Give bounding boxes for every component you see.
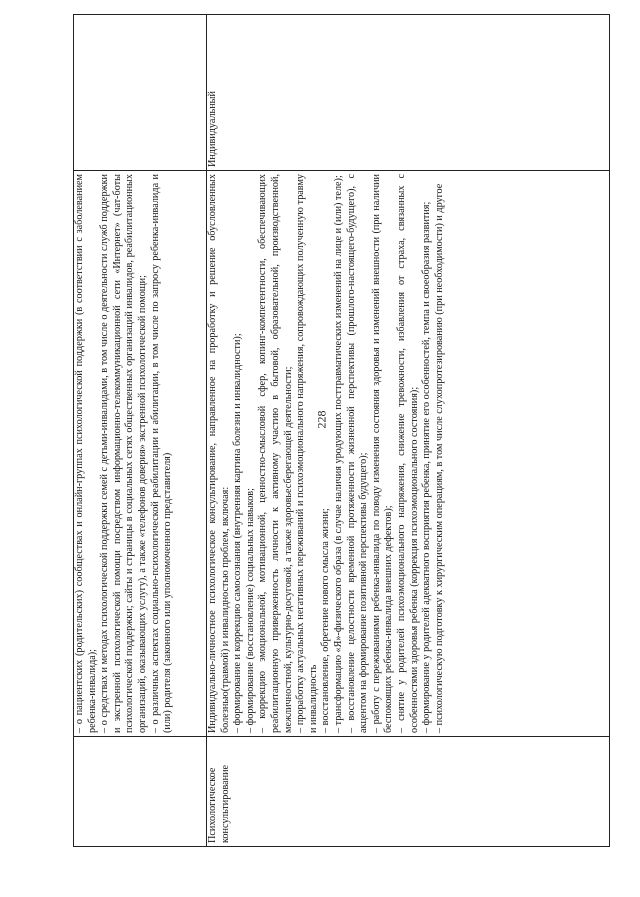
page-number: 228 bbox=[314, 410, 329, 429]
content-line: – формирование и коррекцию самосознания (внутренняя картина болезни и инвалидности); bbox=[232, 333, 244, 733]
service-content-cell bbox=[207, 171, 610, 737]
service-form-cell bbox=[74, 15, 207, 171]
content-line: – о средствах и методах психологической поддержки семей с детьми-инвалидами, в том числе о деятельности служб поддержки и экстренной психологической помощи посредством информационно-телекоммуникационной сети «Интернет» (чат-боты психологической поддержки; сайты и страницы в социальных сетях общественных организаций инвалидов, реабилитационных организаций, оказывающих услугу), а также «телефонов доверия» экстренной психологической помощи; bbox=[99, 174, 148, 733]
service-content-cell bbox=[74, 171, 207, 737]
content-line: – трансформацию «Я»-физического образа (в случае наличия уродующих посттравматических изменений на лице и (или) теле); bbox=[332, 175, 344, 733]
content-line: – снятие у родителей психоэмоционального напряжения, снижение тревожности, избавления от страха, связанных с особенностями здоровья ребенка (коррекция психоэмоционального состояния); bbox=[395, 174, 420, 733]
service-name-cell: Психологическое консультирование bbox=[207, 737, 610, 847]
service-name-cell bbox=[74, 737, 207, 847]
content-line: – формирование (восстановление) социальных навыков; bbox=[244, 488, 256, 733]
content-line: – восстановление, обретение нового смысла жизни; bbox=[320, 508, 332, 733]
content-line: – проработку актуальных негативных переживаний и психоэмоционального напряжения, сопровождающих полученную травму и инвалидность bbox=[295, 174, 319, 733]
table-row bbox=[207, 15, 610, 847]
content-line: – работу с переживаниями ребенка-инвалида по поводу изменения состояния здоровья и изменений внешности (при наличии беспокоящих ребенка-инвалида внешних дефектов); bbox=[370, 174, 395, 733]
rotated-page-content bbox=[73, 15, 609, 847]
content-line: – формирование у родителей адекватного восприятия ребенка, принятие его особенностей, темпа и своеобразия развития; bbox=[421, 201, 433, 733]
content-line: – о пациентских (родительских) сообществах и онлайн-группах психологической поддержки (в соответствии с заболеванием ребенка-инвалида); bbox=[74, 174, 98, 733]
service-form-cell: Индивидуальный bbox=[207, 15, 610, 171]
table-row bbox=[74, 15, 207, 847]
content-line: – психологическую подготовку к хирургическим операциям, в том числе слухопротезированию (при необходимости) и другое bbox=[433, 183, 445, 733]
content-line: – восстановление целостности временной протяженности жизненной перспективы (прошлого-настоящего-будущего), с акцентом на формирование позитивной перспективы будущего); bbox=[345, 174, 370, 733]
content-line: – коррекцию эмоциональной, мотивационной, ценностно-смысловой сфер, копинг-компетентности, обеспечивающих реабилитационную приверженность личности к активному участию в бытовой, образовательной, производственной, межличностной, культурно-досуговой, а также здоровьесберегающей деятельности; bbox=[257, 174, 294, 733]
services-table bbox=[73, 14, 610, 847]
content-line: Индивидуально-личностное психологическое консультирование, направленное на проработку и решение обусловленных болезнью(травмой) и инвалидностью проблем, включая: bbox=[207, 174, 231, 733]
content-line: – о различных аспектах социально-психологической реабилитации и абилитации, в том числе по запросу ребенка-инвалида и (или) родителя (законного или уполномоченного представителя) bbox=[149, 174, 174, 733]
